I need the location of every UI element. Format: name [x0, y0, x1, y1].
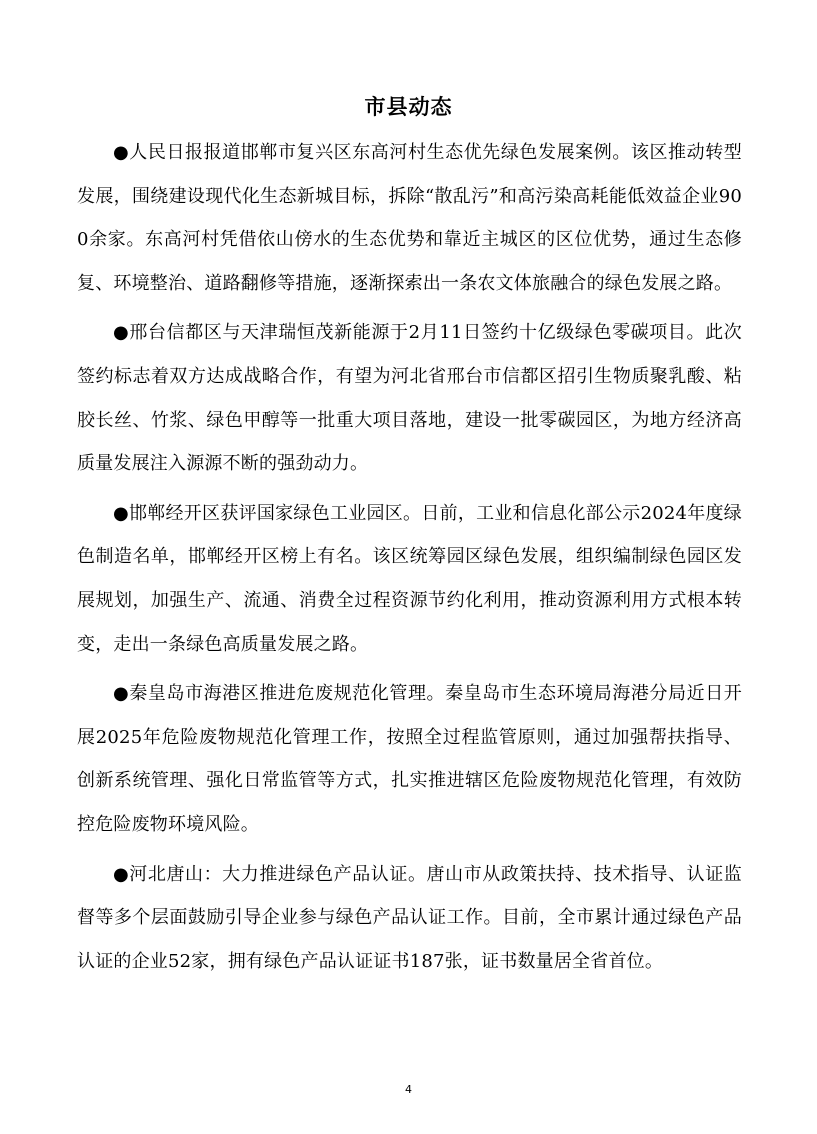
news-item-paragraph: ●人民日报报道邯郸市复兴区东高河村生态优先绿色发展案例。该区推动转型发展，围绕建设现代化生态新城目标，拆除“散乱污”和高污染高耗能低效益企业900余家。东高河村凭借依山傍水的生态优势和靠近主城区的区位优势，通过生态修复、环境整治、道路翻修等措施，逐渐探索出一条农文体旅融合的绿色发展之路。 [77, 142, 742, 294]
page-title: 市县动态 [364, 95, 453, 119]
news-item-paragraph: ●邢台信都区与天津瑞恒茂新能源于2月11日签约十亿级绿色零碳项目。此次签约标志着双方达成战略合作，有望为河北省邢台市信都区招引生物质聚乳酸、粘胶长丝、竹浆、绿色甲醇等一批重大项目落地，建设一批零碳园区，为地方经济高质量发展注入源源不断的强劲动力。 [77, 322, 742, 475]
news-item-paragraph: ●河北唐山：大力推进绿色产品认证。唐山市从政策扶持、技术指导、认证监督等多个层面鼓励引导企业参与绿色产品认证工作。目前，全市累计通过绿色产品认证的企业52家，拥有绿色产品认证证书187张，证书数量居全省首位。 [77, 863, 742, 972]
page-number: 4 [405, 1083, 412, 1096]
news-item-paragraph: ●秦皇岛市海港区推进危废规范化管理。秦皇岛市生态环境局海港分局近日开展2025年危险废物规范化管理工作，按照全过程监管原则，通过加强帮扶指导、创新系统管理、强化日常监管等方式，扎实推进辖区危险废物规范化管理，有效防控危险废物环境风险。 [77, 683, 742, 835]
news-item-paragraph: ●邯郸经开区获评国家绿色工业园区。日前，工业和信息化部公示2024年度绿色制造名单，邯郸经开区榜上有名。该区统筹园区绿色发展，组织编制绿色园区发展规划，加强生产、流通、消费全过程资源节约化利用，推动资源利用方式根本转变，走出一条绿色高质量发展之路。 [77, 502, 742, 655]
document-body [77, 131, 742, 989]
